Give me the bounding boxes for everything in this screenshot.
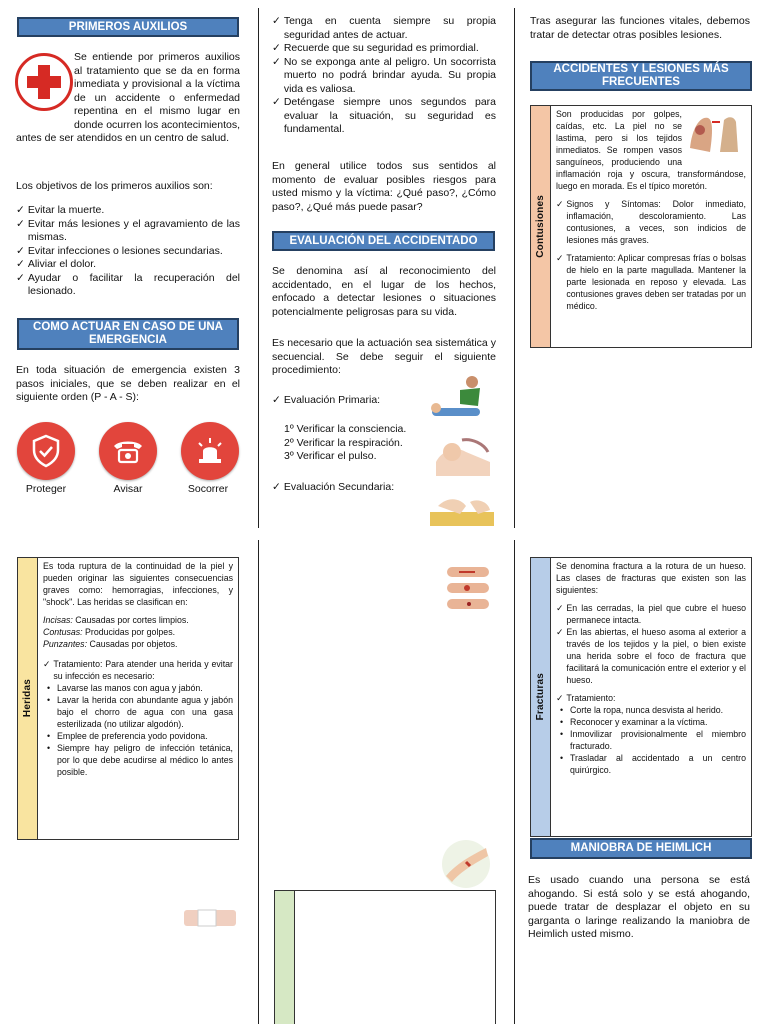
blank-green-box <box>274 890 496 1024</box>
rescuer-illustration <box>430 372 492 422</box>
step-proteger-label: Proteger <box>25 483 67 495</box>
blank-side-label <box>275 891 295 1024</box>
heimlich-header: MANIOBRA DE HEIMLICH <box>530 838 752 859</box>
fracturas-cerradas: ✓ En las cerradas, la piel que cubre el hueso permanece intacta. <box>556 603 746 625</box>
objective-item: ✓ Aliviar el dolor. <box>16 258 97 270</box>
objectives-list <box>16 204 240 299</box>
heridas-definition: Es toda ruptura de la continuidad de la piel y pueden originar las siguientes consecuencias graves como: hemorragias, infecciones, y "shock". Las heridas se clasifican en: <box>43 561 233 607</box>
bandage-illustration <box>184 906 236 930</box>
procedure-paragraph: Es necesario que la actuación sea sistemática y secuencial. Se debe seguir el siguiente procedimiento: <box>272 337 496 376</box>
column-divider <box>514 8 515 528</box>
heridas-tratamiento: ✓ Tratamiento: Para atender una herida y evitar su infección es necesario: <box>43 659 233 681</box>
fracture-arm-illustration <box>440 838 492 890</box>
objectives-lead: Los objetivos de los primeros auxilios son: <box>16 180 213 192</box>
col3-intro: Tras asegurar las funciones vitales, debemos tratar de detectar otras posibles lesiones. <box>530 15 750 41</box>
fracturas-definition: Se denomina fractura a la rotura de un hueso. Las clases de fracturas que existen son las siguientes: <box>556 561 746 595</box>
accidentes-header: ACCIDENTES Y LESIONES MÁS FRECUENTES <box>530 61 752 91</box>
shield-icon <box>17 422 75 480</box>
steps-intro: En toda situación de emergencia existen 3 pasos iniciales, que se deben realizar en el siguiente orden (P - A - S): <box>16 364 240 403</box>
safety-list <box>272 15 496 137</box>
heridas-types: Incisas: Causadas por cortes limpios. Contusas: Producidas por golpes. Punzantes: Causadas por objetos. <box>43 615 189 649</box>
primeros-auxilios-header: PRIMEROS AUXILIOS <box>17 17 239 37</box>
contusiones-box <box>530 105 752 348</box>
evaluacion-definition: Se denomina así al reconocimiento del accidentado, en el lugar de los hechos, enfocado a detectar lesiones o situaciones potencialmente peligrosas para su vida. <box>272 265 496 318</box>
heridas-step: • Lavar la herida con abundante agua y jabón bajo el chorro de agua con una gasa esterilizada (no utilizar algodón). <box>57 694 233 730</box>
fracturas-step: • Corte la ropa, nunca desvista al herido. <box>570 704 746 716</box>
breathing-check-illustration <box>432 432 494 484</box>
primary-checks <box>284 423 434 464</box>
intro-paragraph: Se entiende por primeros auxilios al tratamiento que se da en forma inmediata y provisional a la víctima de un accidente o enfermedad repentina en el mismo lugar en donde ocurren los acontecimientos, antes de ser atendidos en un centro de salud. <box>16 51 240 144</box>
general-paragraph: En general utilice todos sus sentidos al momento de evaluar posibles riesgos para usted mismo y la víctima: ¿Qué paso?, ¿Cómo paso?, ¿Qué más puede pasar? <box>272 160 496 213</box>
secondary-evaluation: ✓ Evaluación Secundaria: <box>272 481 395 493</box>
primary-evaluation: ✓ Evaluación Primaria: <box>272 394 381 406</box>
step-socorrer-label: Socorrer <box>187 483 229 495</box>
contusiones-side-label: Contusiones <box>531 106 551 347</box>
fracturas-abiertas: ✓ En las abiertas, el hueso asoma al exterior a través de los tejidos y la piel, o bien existe una herida sobre el foco de fractura que facilitará la comunicación entre el exterior y el hueso. <box>556 627 746 685</box>
fracturas-box <box>530 557 752 837</box>
evaluacion-header: EVALUACIÓN DEL ACCIDENTADO <box>272 231 495 251</box>
contusiones-tratamiento: ✓ Tratamiento: Aplicar compresas frías o bolsas de hielo en la parte magullada. Mantener la parte lesionada en reposo y elevada. Las contusiones graves deben ser tratadas por un médico. <box>556 253 746 311</box>
column-divider <box>258 540 259 1024</box>
check-respiracion: 2º Verificar la respiración. <box>284 436 403 449</box>
fracturas-tratamiento: ✓ Tratamiento: <box>556 693 616 703</box>
telephone-icon <box>99 422 157 480</box>
heridas-step: • Lavarse las manos con agua y jabón. <box>57 682 233 694</box>
column-divider <box>514 540 515 1024</box>
safety-item: ✓ Deténgase siempre unos segundos para evaluar la situación, su seguridad es fundamental. <box>272 96 496 135</box>
check-pulso: 3º Verificar el pulso. <box>284 450 377 462</box>
heridas-side-label: Heridas <box>18 558 38 839</box>
objective-item: ✓ Evitar la muerte. <box>16 204 105 216</box>
step-avisar-label: Avisar <box>113 483 143 495</box>
safety-item: ✓ No se exponga ante al peligro. Un socorrista muerto no podrá brindar ayuda. Su propia vida es valiosa. <box>272 55 496 95</box>
objective-item: ✓ Evitar más lesiones y el agravamiento de las mismas. <box>16 217 240 243</box>
heridas-step: • Emplee de preferencia yodo povidona. <box>57 730 233 742</box>
como-actuar-header: COMO ACTUAR EN CASO DE UNA EMERGENCIA <box>17 318 239 350</box>
column-divider <box>258 8 259 528</box>
wounds-illustration <box>445 565 491 611</box>
intro-text <box>16 51 240 146</box>
fracturas-steps <box>556 704 746 776</box>
objective-item: ✓ Ayudar o facilitar la recuperación del lesionado. <box>16 271 240 297</box>
fracturas-side-label: Fracturas <box>531 558 551 836</box>
contusiones-description: Son producidas por golpes, caídas, etc. La piel no se lastima, pero si los tejidos inmediatos. Se rompen vasos sanguíneos, produciendo una inflamación roja y oscura, transformándose, luego en morada. Es el típico moretón. <box>556 109 746 191</box>
fracturas-step: • Reconocer y examinar a la víctima. <box>570 716 746 728</box>
heridas-steps <box>43 682 233 778</box>
heimlich-paragraph: Es usado cuando una persona se está ahogando. Si está solo y se está ahogando, puede tratar de desplazar el objeto en su garganta o laringe realizando la maniobra de Heimlich usted mismo. <box>528 874 750 940</box>
contusiones-signos: ✓ Signos y Síntomas: Dolor inmediato, inflamación, descoloramiento. Las contusiones, a veces, son indicios de lesiones más graves. <box>556 199 746 245</box>
alarm-light-icon <box>181 422 239 480</box>
objective-item: ✓ Evitar infecciones o lesiones secundarias. <box>16 244 223 257</box>
fracturas-step: • Inmovilizar provisionalmente el miembro fracturado. <box>570 728 746 752</box>
secondary-evaluation-illustration <box>430 492 494 534</box>
heridas-step: • Siempre hay peligro de infección tetánica, por lo que debe acudirse al médico lo antes posible. <box>57 742 233 778</box>
fracturas-step: • Trasladar al accidentado a un centro quirúrgico. <box>570 752 746 776</box>
check-consciencia: 1º Verificar la consciencia. <box>284 423 407 435</box>
safety-item: ✓ Tenga en cuenta siempre su propia seguridad antes de actuar. <box>272 15 496 41</box>
heridas-box <box>17 557 239 840</box>
bruise-illustration <box>686 108 746 158</box>
safety-item: ✓ Recuerde que su seguridad es primordial. <box>272 42 479 54</box>
